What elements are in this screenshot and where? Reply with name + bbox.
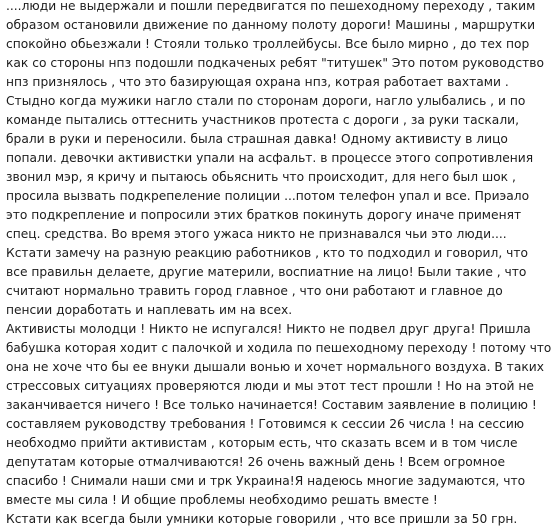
text-line: нпз признялось , что это базирующая охрана нпз, котрая работает вахтами . [6, 75, 509, 89]
text-line: просила вызвать подкрепеление полиции ...потом телефон упал и все. Приэало [6, 189, 530, 203]
text-line: попали. девочки активистки упали на асфальт. в процессе этого сопротивления [6, 151, 534, 165]
post-body-text [6, 0, 553, 529]
text-line: Активисты молодци ! Никто не испугался! Никто не подвел друг друга! Пришла [6, 322, 531, 336]
text-line: необходмо прийти активистам , которым есть, что сказать всем и в том числе [6, 436, 518, 450]
text-line: Кстати замечу на разную реакцию работников , кто то подходил и говорил, что [6, 246, 528, 260]
text-line: это подкрепление и попросили этих братков покинуть дорогу иначе применят [6, 208, 522, 222]
text-line: все правильн делаете, другие материли, воспиатние на лицо! Были такие , что [6, 265, 527, 279]
text-line: депутатам которые отмалчиваются! 26 очень важный день ! Всем огромное [6, 455, 506, 469]
paragraph-workers-reaction [6, 244, 553, 320]
paragraph-closing-note [6, 510, 553, 529]
text-line: считают нормально травить город главное , что они работают и главное до [6, 284, 503, 298]
text-line: спокойно обьезжали ! Стояли только троллейбусы. Все было мирно , до тех пор [6, 37, 530, 51]
text-line: заканчивается ничего ! Все только начинается! Составим заявление в полицию ! [6, 398, 537, 412]
text-line: брали в руки и переносили. была страшная давка! Одному активисту в лицо [6, 132, 508, 146]
paragraph-activists [6, 320, 553, 510]
text-line: она не хоче что бы ее внуки дышали вонью и хочет нормального воздуха. В таких [6, 360, 544, 374]
text-line: спасибо ! Снимали наши сми и трк Украина!Я надеюсь многие задумаются, что [6, 474, 526, 488]
text-line: пенсии доработать и наплевать им на всех. [6, 303, 293, 317]
text-line: составляем руководству требования ! Готовимся к сессии 26 числа ! на сессию [6, 417, 525, 431]
text-line: стрессовых ситуациях проверяются люди и мы этот тест прошли ! Но на этой не [6, 379, 534, 393]
text-line: ....люди не выдержали и пошли передвигатся по пешеходному переходу , таким [6, 0, 536, 13]
text-line: команде пытались оттеснить участников протеста с дороги , за руки таскали, [6, 113, 520, 127]
text-line: вместе мы сила ! И общие проблемы необходимо решать вместе ! [6, 493, 438, 507]
text-line: звонил мэр, я кричу и пытаюсь обьяснить что происходит, для него был шок , [6, 170, 516, 184]
text-line: бабушка которая ходит с палочкой и ходила по пешеходному переходу ! потому что [6, 341, 552, 355]
text-line: как со стороны нпз подошли подкаченых ребят "титушек" Это потом руководство [6, 56, 544, 70]
text-line: Стыдно когда мужики нагло стали по сторонам дороги, нагло улыбались , и по [6, 94, 526, 108]
text-line: спец. средства. Во время этого ужаса никто не признавался чьи это люди.... [6, 227, 507, 241]
text-line: Кстати как всегда были умники которые говорили , что все пришли за 50 грн. [6, 512, 518, 526]
paragraph-protest-account [6, 0, 553, 244]
text-line: образом остановили движение по данному полоту дороги! Машины , маршрутки [6, 18, 536, 32]
